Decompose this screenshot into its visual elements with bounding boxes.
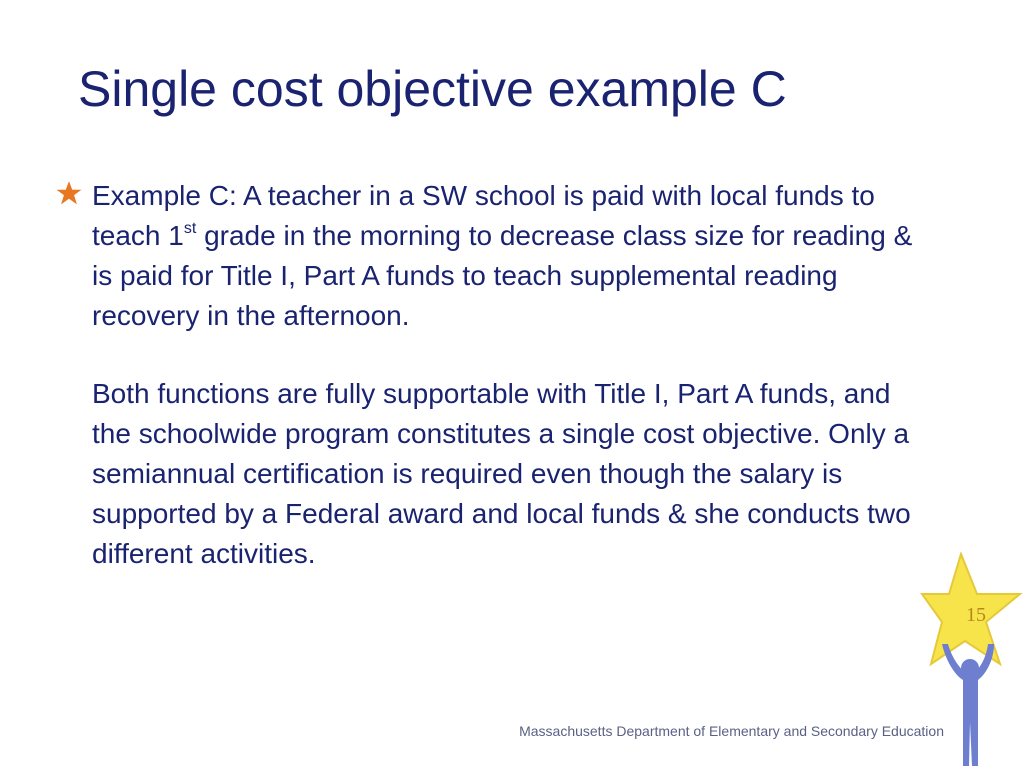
slide-title: Single cost objective example C [78,61,787,117]
bullet-text [92,176,916,336]
star-icon [56,180,82,206]
bullet-item [56,176,916,336]
bullet-text-lead: Example C: A teacher in a SW school is paid with local funds to teach 1 [92,180,875,251]
slide-body [56,176,916,574]
bullet-text-rest: grade in the morning to decrease class size for reading & is paid for Title I, Part A funds to teach supplemental reading recovery in the afternoon. [92,220,913,331]
footer-organization: Massachusetts Department of Elementary and Secondary Education [519,723,944,739]
page-number: 15 [966,604,986,626]
person-holding-star-icon [916,552,1024,768]
explanation-paragraph: Both functions are fully supportable with Title I, Part A funds, and the schoolwide program constitutes a single cost objective. Only a semiannual certification is required even though the salary is supported by a Federal award and local funds & she conducts two different activities. [92,378,911,569]
ordinal-superscript: st [183,219,197,237]
